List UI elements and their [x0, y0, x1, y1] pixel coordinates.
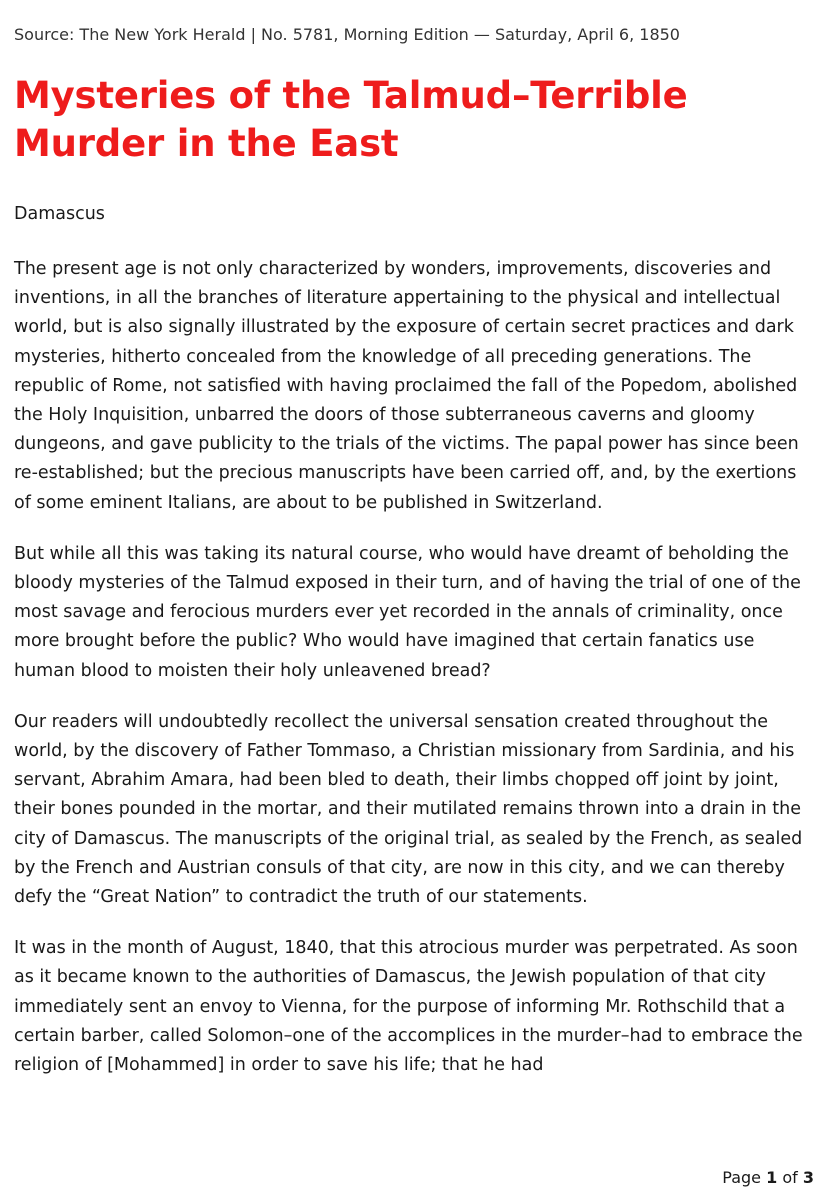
headline-line-2: Murder in the East — [14, 122, 399, 165]
paragraph: The present age is not only characterized by wonders, improvements, discoveries and inventions, in all the branches of literature appertaining to the physical and intellectual world, but is also signally illustrated by the exposure of certain secret practices and dark mysteries, hitherto concealed from the knowledge of all preceding generations. The republic of Rome, not satisfied with having proclaimed the fall of the Popedom, abolished the Holy Inquisition, unbarred the doors of those subterraneous caverns and gloomy dungeons, and gave publicity to the trials of the victims. The papal power has since been re-established; but the precious manuscripts have been carried off, and, by the exertions of some eminent Italians, are about to be published in Switzerland. — [14, 259, 799, 513]
total-page-count: 3 — [802, 1168, 814, 1187]
current-page-number: 1 — [766, 1168, 778, 1187]
page-label: Page — [722, 1168, 762, 1187]
paragraph: But while all this was taking its natural course, who would have dreamt of beholding the bloody mysteries of the Talmud exposed in their turn, and of having the trial of one of the most savage and ferocious murders ever yet recorded in the annals of criminality, once more brought before the public? Who would have imagined that certain fanatics use human blood to moisten their holy unleavened bread? — [14, 543, 801, 681]
source-citation: Source: The New York Herald | No. 5781, Morning Edition — Saturday, April 6, 1850 — [14, 25, 680, 44]
of-label: of — [782, 1168, 798, 1187]
paragraph: Our readers will undoubtedly recollect the universal sensation created throughout the world, by the discovery of Father Tommaso, a Christian missionary from Sardinia, and his servant, Abrahim Amara, had been bled to death, their limbs chopped off joint by joint, their bones pounded in the mortar, and their mutilated remains thrown into a drain in the city of Damascus. The manuscripts of the original trial, as sealed by the French, as sealed by the French and Austrian consuls of that city, are now in this city, and we can thereby defy the “Great Nation” to contradict the truth of our statements. — [14, 711, 803, 908]
page-number-footer — [722, 1167, 814, 1189]
article-headline — [14, 72, 688, 168]
article-body — [14, 255, 814, 1102]
dateline: Damascus — [14, 204, 105, 224]
paragraph: It was in the month of August, 1840, that this atrocious murder was perpetrated. As soon as it became known to the authorities of Damascus, the Jewish population of that city immediately sent an envoy to Vienna, for the purpose of informing Mr. Rothschild that a certain barber, called Solomon–one of the accomplices in the murder–had to embrace the religion of [Mohammed] in order to save his life; that he had — [14, 938, 803, 1076]
headline-line-1: Mysteries of the Talmud–Terrible — [14, 74, 688, 117]
